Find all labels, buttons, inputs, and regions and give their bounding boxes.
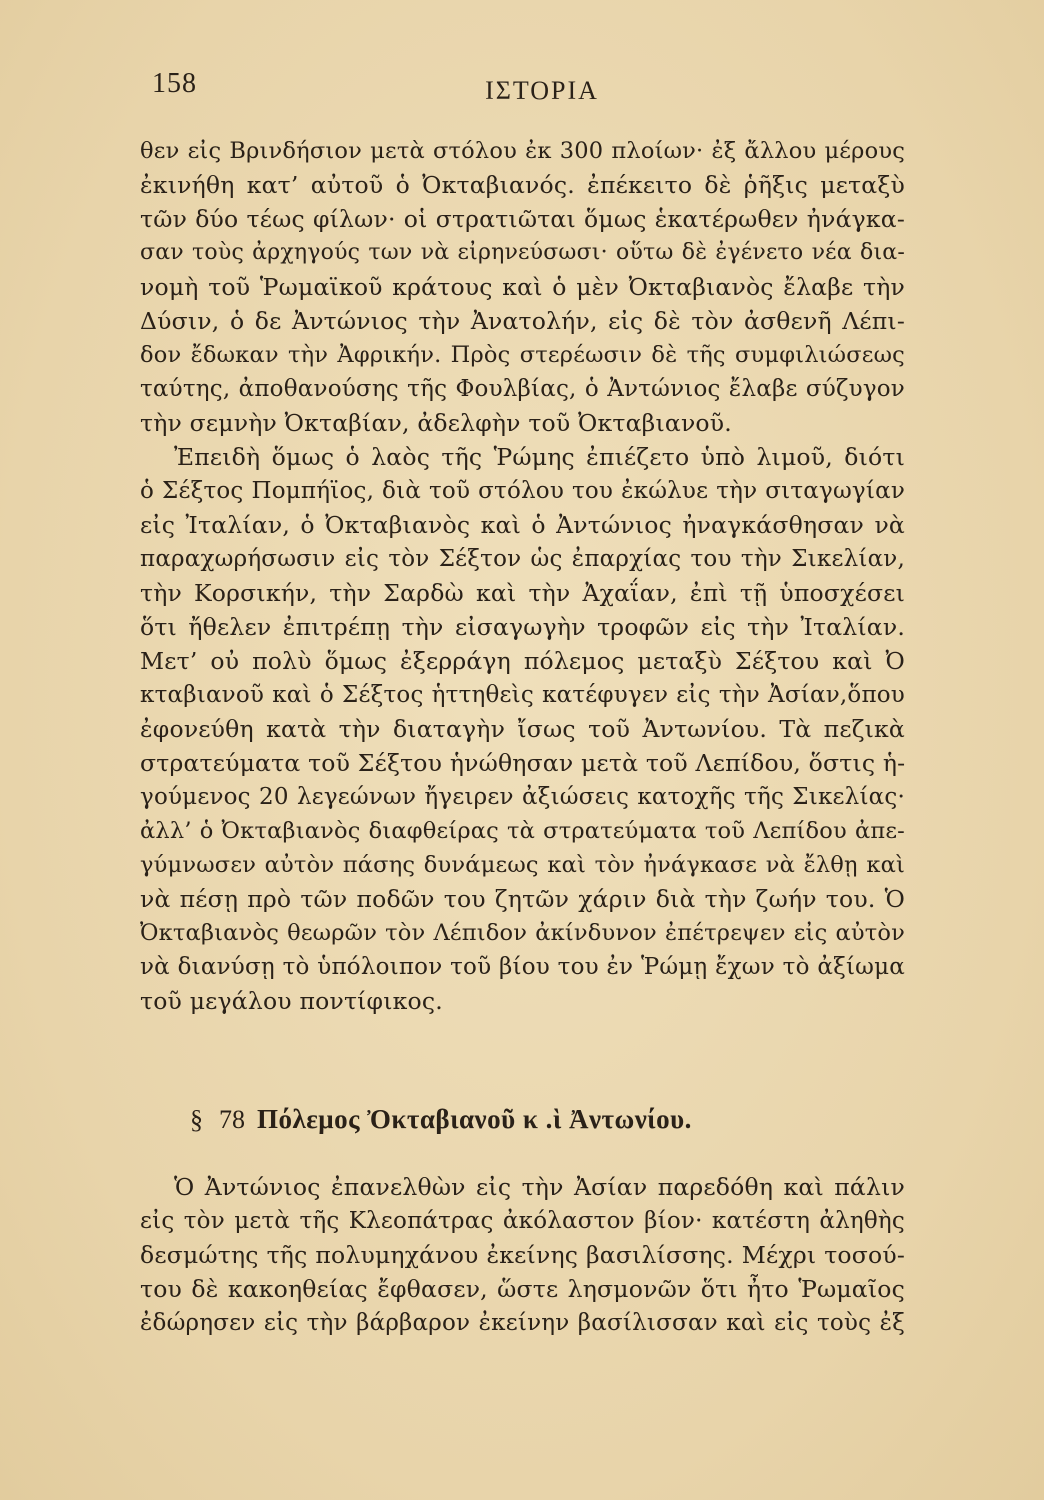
text-line: ταύτης, ἀποθανούσης τῆς Φουλβίας, ὁ Ἀντώνιος ἔλαβε σύζυγον — [140, 376, 905, 402]
text-line: εἰς τὸν μετὰ τῆς Κλεοπάτρας ἀκόλαστον βίον· κατέστη ἀληθὴς — [140, 1208, 905, 1234]
text-line: νὰ διανύσῃ τὸ ὑπόλοιπον τοῦ βίου του ἐν Ῥώμῃ ἔχων τὸ ἀξίωμα — [140, 954, 905, 980]
text-line: Ἐπειδὴ ὅμως ὁ λαὸς τῆς Ῥώμης ἐπιέζετο ὑπὸ λιμοῦ, διότι — [174, 443, 905, 471]
text-line: παραχωρήσωσιν εἰς τὸν Σέξτον ὡς ἐπαρχίας του τὴν Σικελίαν, — [140, 546, 905, 572]
section-number: 78 — [219, 1105, 245, 1134]
section-symbol: § — [190, 1105, 203, 1134]
section-heading — [190, 1104, 692, 1135]
text-line: ἀλλ’ ὁ Ὀκταβιανὸς διαφθείρας τὰ στρατεύματα τοῦ Λεπίδου ἀπε- — [140, 818, 905, 844]
text-line: στρατεύματα τοῦ Σέξτου ἡνώθησαν μετὰ τοῦ Λεπίδου, ὅστις ἡ- — [140, 749, 906, 777]
section-title: Πόλεμος Ὀκταβιανοῦ κ .ὶ Ἀντωνίου. — [257, 1104, 692, 1134]
text-line: τὴν Κορσικήν, τὴν Σαρδὼ καὶ τὴν Ἀχαΐαν, ἐπὶ τῇ ὑποσχέσει — [140, 579, 905, 607]
text-line: νὰ πέσῃ πρὸ τῶν ποδῶν του ζητῶν χάριν διὰ τὴν ζωήν του. Ὁ — [140, 885, 905, 913]
text-line: κταβιανοῦ καὶ ὁ Σέξτος ἡττηθεὶς κατέφυγεν εἰς τὴν Ἀσίαν,ὅπου — [140, 682, 905, 708]
text-line: Μετ’ οὐ πολὺ ὅμως ἐξερράγη πόλεμος μεταξὺ Σέξτου καὶ Ὀ — [140, 647, 905, 675]
text-line: ὁ Σέξτος Πομπήϊος, διὰ τοῦ στόλου του ἐκώλυε τὴν σιταγωγίαν — [140, 478, 905, 504]
text-line: ἐφονεύθη κατὰ τὴν διαταγὴν ἴσως τοῦ Ἀντωνίου. Τὰ πεζικὰ — [140, 715, 905, 743]
text-line: ὅτι ἤθελεν ἐπιτρέπῃ τὴν εἰσαγωγὴν τροφῶν εἰς τὴν Ἰταλίαν. — [140, 613, 905, 641]
text-line: γύμνωσεν αὐτὸν πάσης δυνάμεως καὶ τὸν ἠνάγκασε νὰ ἔλθῃ καὶ — [140, 852, 905, 878]
text-line: τῶν δύο τέως φίλων· οἱ στρατιῶται ὅμως ἑκατέρωθεν ἠνάγκα- — [140, 205, 905, 233]
text-line: Ὁ Ἀντώνιος ἐπανελθὼν εἰς τὴν Ἀσίαν παρεδόθη καὶ πάλιν — [174, 1173, 905, 1201]
text-line: νομὴ τοῦ Ῥωμαϊκοῦ κράτους καὶ ὁ μὲν Ὀκταβιανὸς ἔλαβε τὴν — [140, 273, 905, 301]
text-line: Ὀκταβιανὸς θεωρῶν τὸν Λέπιδον ἀκίνδυνον ἐπέτρεψεν εἰς αὐτὸν — [140, 920, 905, 946]
text-line: δεσμώτης τῆς πολυμηχάνου ἐκείνης βασιλίσσης. Μέχρι τοσού- — [140, 1241, 905, 1269]
text-line: ἐκινήθη κατ’ αὐτοῦ ὁ Ὀκταβιανός. ἐπέκειτο δὲ ῥῆξις μεταξὺ — [140, 171, 905, 199]
text-line: ἐδώρησεν εἰς τὴν βάρβαρον ἐκείνην βασίλισσαν καὶ εἰς τοὺς ἐξ — [140, 1310, 905, 1336]
running-head: ΙΣΤΟΡΙΑ — [485, 76, 599, 105]
text-line: θεν εἰς Βρινδήσιον μετὰ στόλου ἐκ 300 πλοίων· ἐξ ἄλλου μέρους — [140, 138, 905, 164]
text-line: δον ἔδωκαν τὴν Ἀφρικήν. Πρὸς στερέωσιν δὲ τῆς συμφιλιώσεως — [140, 342, 905, 368]
text-line: Δύσιν, ὁ δε Ἀντώνιος τὴν Ἀνατολήν, εἰς δὲ τὸν ἀσθενῆ Λέπι- — [140, 307, 905, 335]
text-line: εἰς Ἰταλίαν, ὁ Ὀκταβιανὸς καὶ ὁ Ἀντώνιος ἠναγκάσθησαν νὰ — [140, 511, 905, 539]
text-line: του δὲ κακοηθείας ἔφθασεν, ὥστε λησμονῶν ὅτι ἦτο Ῥωμαῖος — [140, 1275, 905, 1303]
body-text — [140, 134, 905, 1018]
text-line: τὴν σεμνὴν Ὀκταβίαν, ἀδελφὴν τοῦ Ὀκταβιανοῦ. — [140, 409, 732, 437]
text-line: τοῦ μεγάλου ποντίφικος. — [140, 987, 443, 1015]
page-number: 158 — [152, 68, 197, 99]
text-line: γούμενος 20 λεγεώνων ἤγειρεν ἀξιώσεις κατοχῆς τῆς Σικελίας· — [140, 784, 905, 810]
text-line: σαν τοὺς ἀρχηγούς των νὰ εἰρηνεύσωσι· οὕτω δὲ ἐγένετο νέα δια- — [140, 240, 905, 265]
section-body-text — [140, 1170, 905, 1340]
